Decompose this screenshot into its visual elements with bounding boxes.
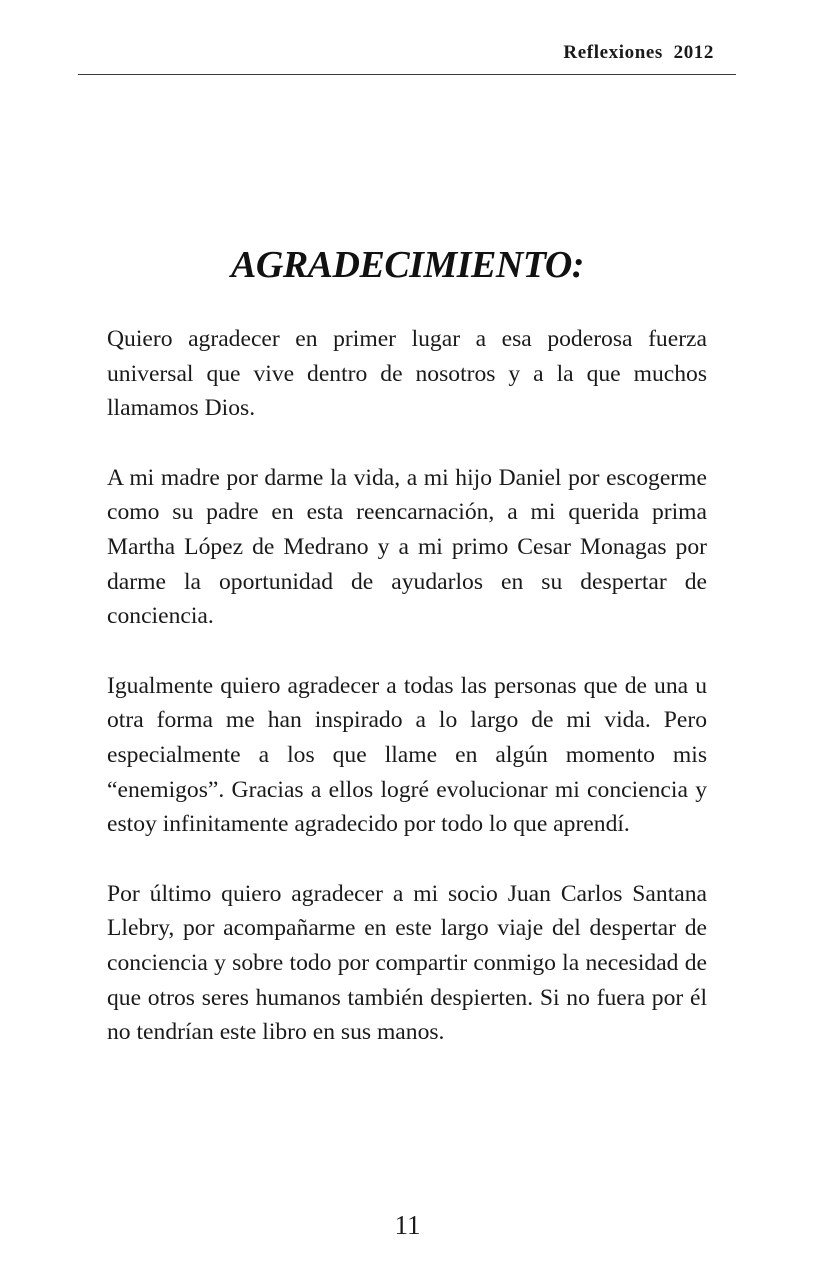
paragraph-3: Igualmente quiero agradecer a todas las personas que de una u otra forma me han inspirado a lo largo de mi vida. Pero especialmente a los que llame en algún momento mis “enemigos”. Gracias a ellos logré evolucionar mi conciencia y estoy infinitamente agradecido por todo lo que aprendí. [107, 672, 707, 838]
paragraph-1: Quiero agradecer en primer lugar a esa poderosa fuerza universal que vive dentro de nosotros y a la que muchos llamamos Dios. [107, 326, 707, 422]
chapter-title: AGRADECIMIENTO: [231, 244, 584, 286]
page-number: 11 [394, 1210, 421, 1240]
body-text [107, 322, 707, 1085]
running-header-title: Reflexiones 2012 [563, 42, 714, 63]
running-header [78, 40, 736, 75]
paragraph-4: Por último quiero agradecer a mi socio Juan Carlos Santana Llebry, por acompañarme en este largo viaje del despertar de conciencia y sobre todo por compartir conmigo la necesidad de que otros seres humanos también despierten. Si no fuera por él no tendrían este libro en sus manos. [107, 880, 707, 1046]
paragraph-2: A mi madre por darme la vida, a mi hijo Daniel por escogerme como su padre en esta reencarnación, a mi querida prima Martha López de Medrano y a mi primo Cesar Monagas por darme la oportunidad de ayudarlos en su despertar de conciencia. [107, 464, 707, 630]
